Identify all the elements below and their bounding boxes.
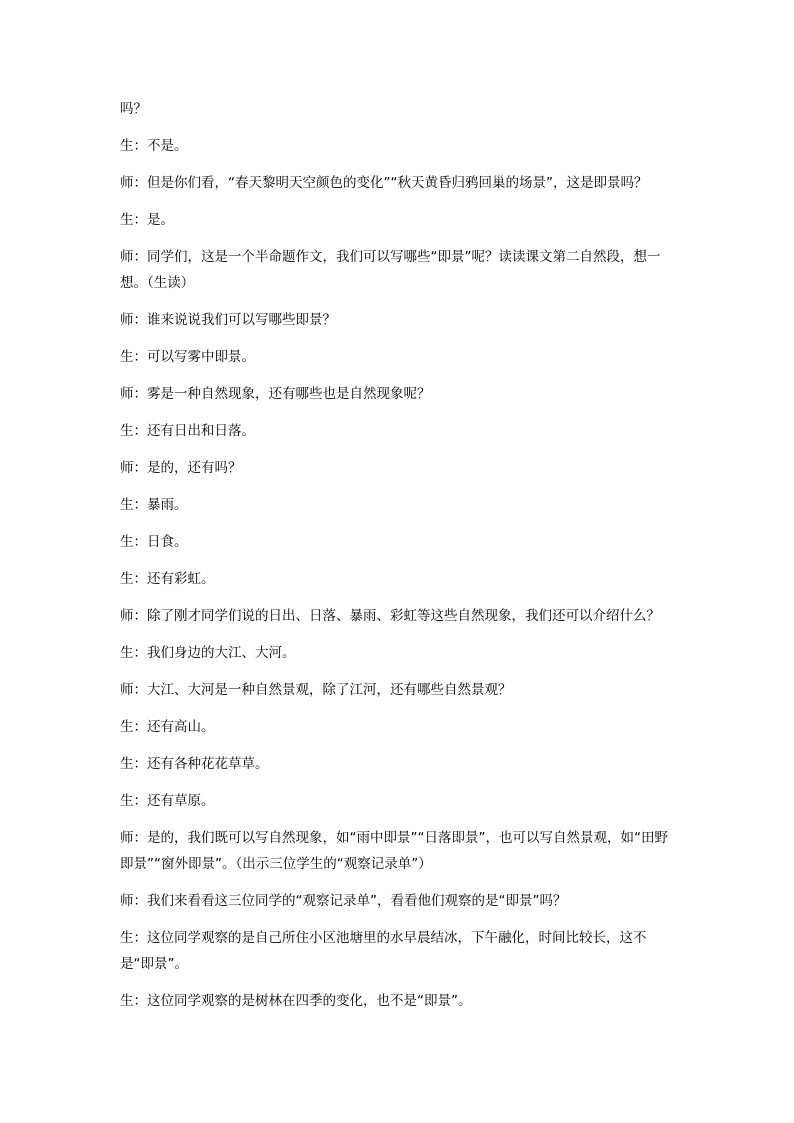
paragraph: 师：我们来看看这三位同学的“观察记录单”，看看他们观察的是“即景”吗？ [120,893,567,909]
paragraph: 生：我们身边的大江、大河。 [120,645,296,661]
paragraph: 生：暴雨。 [120,497,188,513]
paragraph: 生：还有日出和日落。 [120,423,255,439]
paragraph: 生：还有彩虹。 [120,571,215,587]
paragraph: 生：这位同学观察的是自己所住小区池塘里的水早晨结冰，下午融化，时间比较长，这不是“即景”。 [120,930,647,972]
paragraph: 师：但是你们看，“春天黎明天空颜色的变化”“秋天黄昏归鸦回巢的场景”，这是即景吗？ [120,175,648,191]
paragraph: 生：是。 [120,212,174,228]
paragraph: 师：是的，还有吗？ [120,460,242,476]
paragraph: 生：不是。 [120,138,188,154]
paragraph: 师：是的，我们既可以写自然现象，如“雨中即景”“日落即景”，也可以写自然景观，如“田野即景”“窗外即景”。（出示三位学生的“观察记录单”） [120,830,668,872]
paragraph: 生：这位同学观察的是树林在四季的变化，也不是“即景”。 [120,993,472,1009]
paragraph: 生：还有高山。 [120,719,215,735]
paragraph: 师：除了刚才同学们说的日出、日落、暴雨、彩虹等这些自然现象，我们还可以介绍什么？ [120,608,660,624]
paragraph: 生：还有草原。 [120,793,215,809]
paragraph: 师：同学们，这是一个半命题作文，我们可以写哪些“即景”呢？读读课文第二自然段，想一想。（生读） [120,249,661,291]
paragraph: 生：可以写雾中即景。 [120,349,255,365]
paragraph: 师：谁来说说我们可以写哪些即景？ [120,312,336,328]
paragraph: 生：日食。 [120,534,188,550]
transcript-body [120,96,680,1014]
paragraph: 吗？ [120,101,147,117]
paragraph: 生：还有各种花花草草。 [120,756,269,772]
paragraph: 师：雾是一种自然现象，还有哪些也是自然现象呢？ [120,386,431,402]
paragraph: 师：大江、大河是一种自然景观，除了江河，还有哪些自然景观？ [120,682,512,698]
